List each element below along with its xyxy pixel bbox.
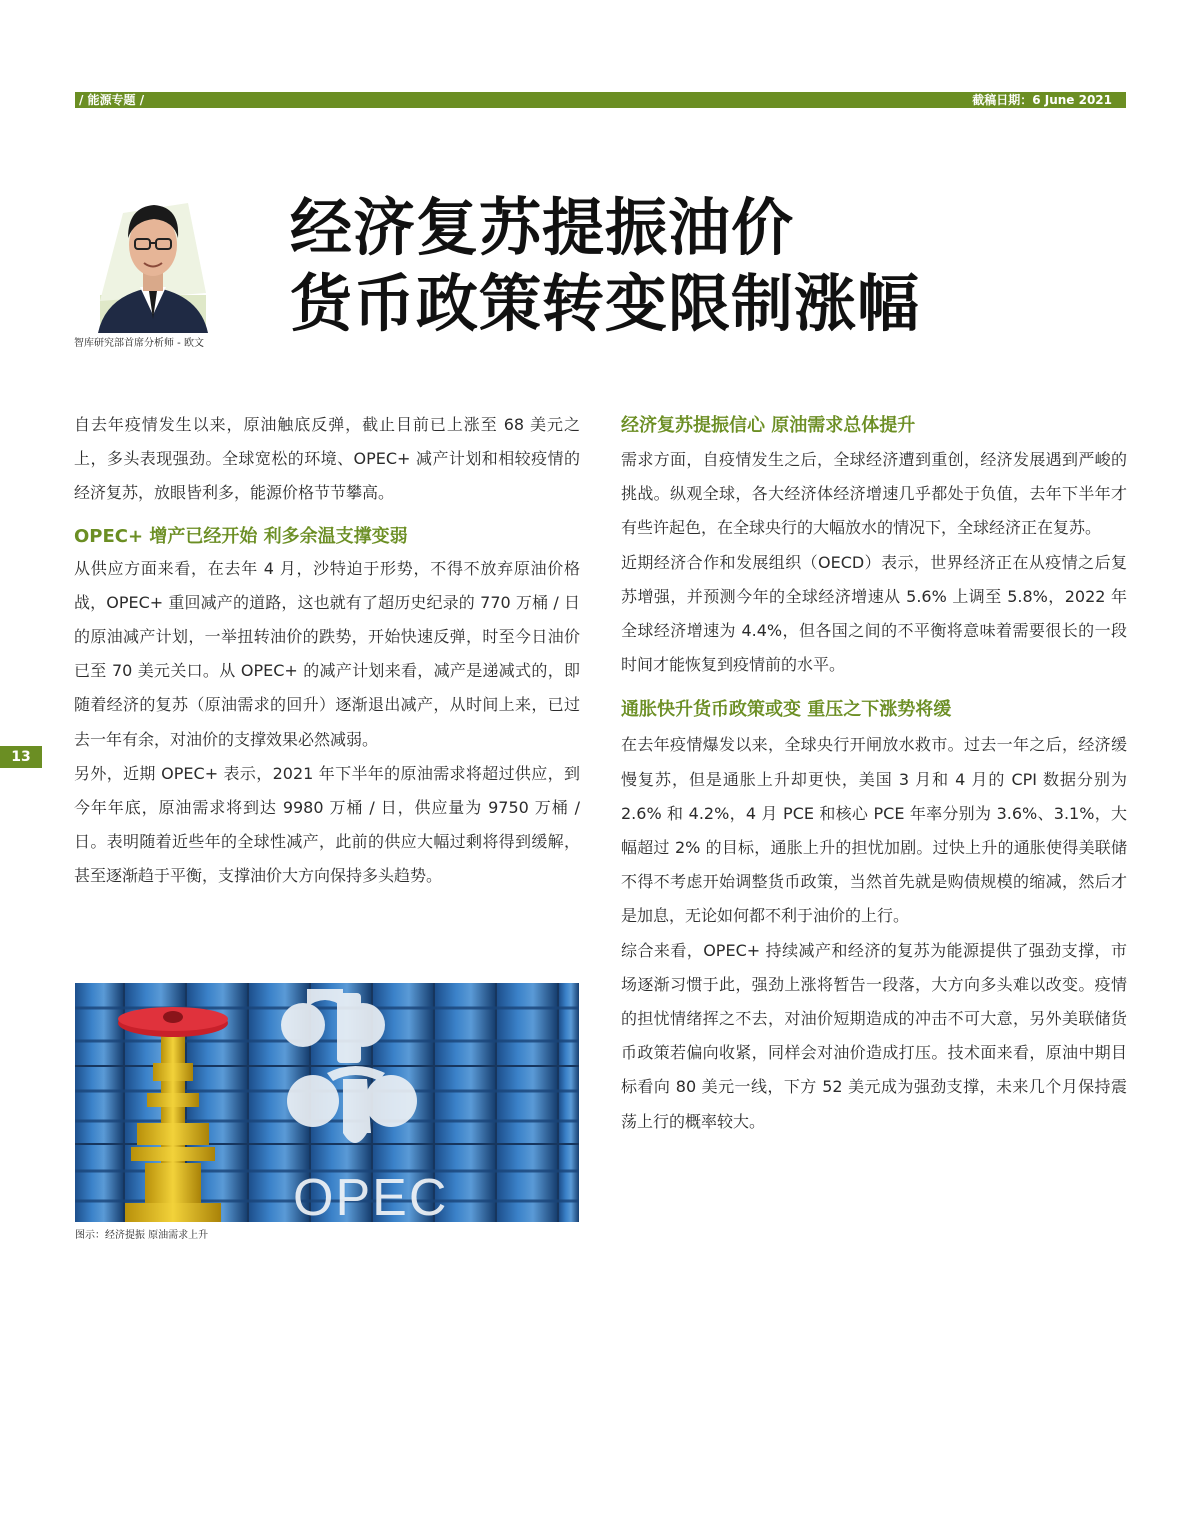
author-caption: 智库研究部首席分析师 - 欧文 (74, 338, 204, 349)
paragraph: 需求方面，自疫情发生之后，全球经济遭到重创，经济发展遇到严峻的挑战。纵观全球，各大经济体经济增速几乎都处于负值，去年下半年才有些许起色，在全球央行的大幅放水的情况下，全球经济正在复苏。 (621, 450, 1127, 538)
publish-date: 截稿日期：6 June 2021 (972, 93, 1112, 107)
section-label: / 能源专题 / (79, 93, 145, 107)
page-number: 13 (0, 746, 42, 768)
paragraph: 在去年疫情爆发以来，全球央行开闸放水救市。过去一年之后，经济缓慢复苏，但是通胀上升却更快，美国 3 月和 4 月的 CPI 数据分别为 2.6% 和 4.2%，4 月 PCE 和核心 PCE 年率分别为 3.6%、3.1%，大幅超过 2% 的目标，通胀上升的担忧加剧。过快上升的通胀使得美联储不得不考虑开始调整货币政策，当然首先就是购债规模的缩减，然后才是加息，无论如何都不利于油价的上行。 (621, 735, 1127, 926)
author-photo (88, 183, 218, 333)
article-title (290, 190, 920, 342)
paragraph: 从供应方面来看，在去年 4 月，沙特迫于形势，不得不放弃原油价格战，OPEC+ 重回减产的道路，这也就有了超历史纪录的 770 万桶 / 日的原油减产计划，一举扭转油价的跌势，开始快速反弹，时至今日油价已至 70 美元关口。从 OPEC+ 的减产计划来看，减产是递减式的，即随着经济的复苏（原油需求的回升）逐渐退出减产，从时间上来，已过去一年有余，对油价的支撑效果必然减弱。 (74, 558, 580, 749)
figure-caption: 图示：经济提振 原油需求上升 (75, 1230, 209, 1241)
opec-barrels-image (75, 983, 579, 1222)
opec-label: OPEC (293, 1169, 449, 1222)
title-line-1: 经济复苏提振油价 (290, 191, 795, 264)
header-bar (75, 92, 1126, 108)
paragraph: 综合来看，OPEC+ 持续减产和经济的复苏为能源提供了强劲支撑，市场逐渐习惯于此，强劲上涨将暂告一段落，大方向多头难以改变。疫情的担忧情绪挥之不去，对油价短期造成的冲击不可大意，另外美联储货币政策若偏向收紧，同样会对油价造成打压。技术面来看，原油中期目标看向 80 美元一线，下方 52 美元成为强劲支撑，未来几个月保持震荡上行的概率较大。 (621, 940, 1127, 1131)
left-column (74, 408, 580, 894)
intro-paragraph: 自去年疫情发生以来，原油触底反弹，截止目前已上涨至 68 美元之上，多头表现强劲。全球宽松的环境、OPEC+ 减产计划和相较疫情的经济复苏，放眼皆利多，能源价格节节攀高。 (74, 415, 580, 503)
right-column (621, 408, 1127, 1139)
section-heading-opec: OPEC+ 增产已经开始 利多余温支撑变弱 (74, 525, 408, 547)
title-line-2: 货币政策转变限制涨幅 (290, 267, 921, 340)
paragraph: 另外，近期 OPEC+ 表示，2021 年下半年的原油需求将超过供应，到今年年底，原油需求将到达 9980 万桶 / 日，供应量为 9750 万桶 / 日。表明随着近些年的全球性减产，此前的供应大幅过剩将得到缓解，甚至逐渐趋于平衡，支撑油价大方向保持多头趋势。 (74, 763, 580, 886)
section-heading-demand: 经济复苏提振信心 原油需求总体提升 (621, 415, 916, 436)
paragraph: 近期经济合作和发展组织（OECD）表示，世界经济正在从疫情之后复苏增强，并预测今年的全球经济增速从 5.6% 上调至 5.8%，2022 年全球经济增速为 4.4%，但各国之间的不平衡将意味着需要很长的一段时间才能恢复到疫情前的水平。 (621, 552, 1127, 675)
section-heading-inflation: 通胀快升货币政策或变 重压之下涨势将缓 (621, 699, 952, 721)
